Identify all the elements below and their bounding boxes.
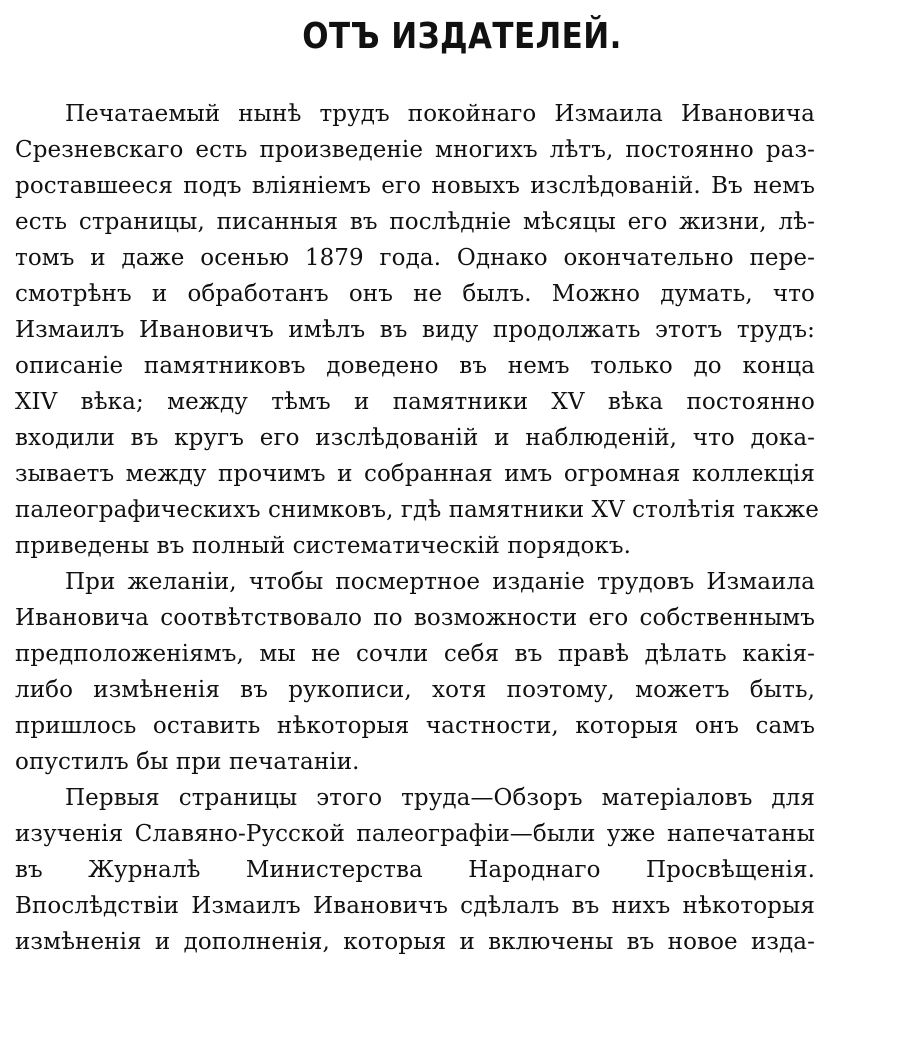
text-line: Срезневскаго есть произведеніе многихъ лѣтъ, постоянно раз- xyxy=(15,137,815,163)
page-title: ОТЪ ИЗДАТЕЛЕЙ. xyxy=(302,16,622,57)
text-line: входили въ кругъ его изслѣдованій и наблюденій, что дока- xyxy=(15,425,815,451)
text-line: измѣненія и дополненія, которыя и включены въ новое изда- xyxy=(15,929,815,955)
paragraph-2 xyxy=(15,564,815,780)
text-line: Печатаемый нынѣ трудъ покойнаго Измаила Ивановича xyxy=(65,101,815,127)
text-line: описаніе памятниковъ доведено въ немъ только до конца xyxy=(15,353,815,379)
text-line: изученія Славяно-Русской палеографіи—были уже напечатаны xyxy=(15,821,815,847)
text-line: приведены въ полный систематическій порядокъ. xyxy=(15,533,632,559)
text-line: Первыя страницы этого труда—Обзоръ матеріаловъ для xyxy=(65,785,815,811)
text-line: въ Журналѣ Министерства Народнаго Просвѣщенія. xyxy=(15,857,815,883)
text-line: Ивановича соотвѣтствовало по возможности его собственнымъ xyxy=(15,605,815,631)
text-line: пришлось оставить нѣкоторыя частности, которыя онъ самъ xyxy=(15,713,815,739)
text-line: зываетъ между прочимъ и собранная имъ огромная коллекція xyxy=(15,461,815,487)
text-line: При желаніи, чтобы посмертное изданіе трудовъ Измаила xyxy=(65,569,815,595)
paragraph-1 xyxy=(15,96,819,564)
text-line: есть страницы, писанныя въ послѣдніе мѣсяцы его жизни, лѣ- xyxy=(15,209,815,235)
text-line: XIV вѣка; между тѣмъ и памятники XV вѣка постоянно xyxy=(15,389,815,415)
text-line: Измаилъ Ивановичъ имѣлъ въ виду продолжать этотъ трудъ: xyxy=(15,317,815,343)
text-line: смотрѣнъ и обработанъ онъ не былъ. Можно думать, что xyxy=(15,281,815,307)
text-line: роставшееся подъ вліяніемъ его новыхъ изслѣдованій. Въ немъ xyxy=(15,173,815,199)
text-line: предположеніямъ, мы не сочли себя въ правѣ дѣлать какія- xyxy=(15,641,815,667)
paragraph-3 xyxy=(15,780,815,960)
text-line: палеографическихъ снимковъ, гдѣ памятники XV столѣтія также xyxy=(15,497,819,523)
text-line: опустилъ бы при печатаніи. xyxy=(15,749,360,775)
text-line: либо измѣненія въ рукописи, хотя поэтому, можетъ быть, xyxy=(15,677,815,703)
text-line: Впослѣдствіи Измаилъ Ивановичъ сдѣлалъ въ нихъ нѣкоторыя xyxy=(15,893,815,919)
text-line: томъ и даже осенью 1879 года. Однако окончательно пере- xyxy=(15,245,815,271)
body-text xyxy=(15,96,819,960)
